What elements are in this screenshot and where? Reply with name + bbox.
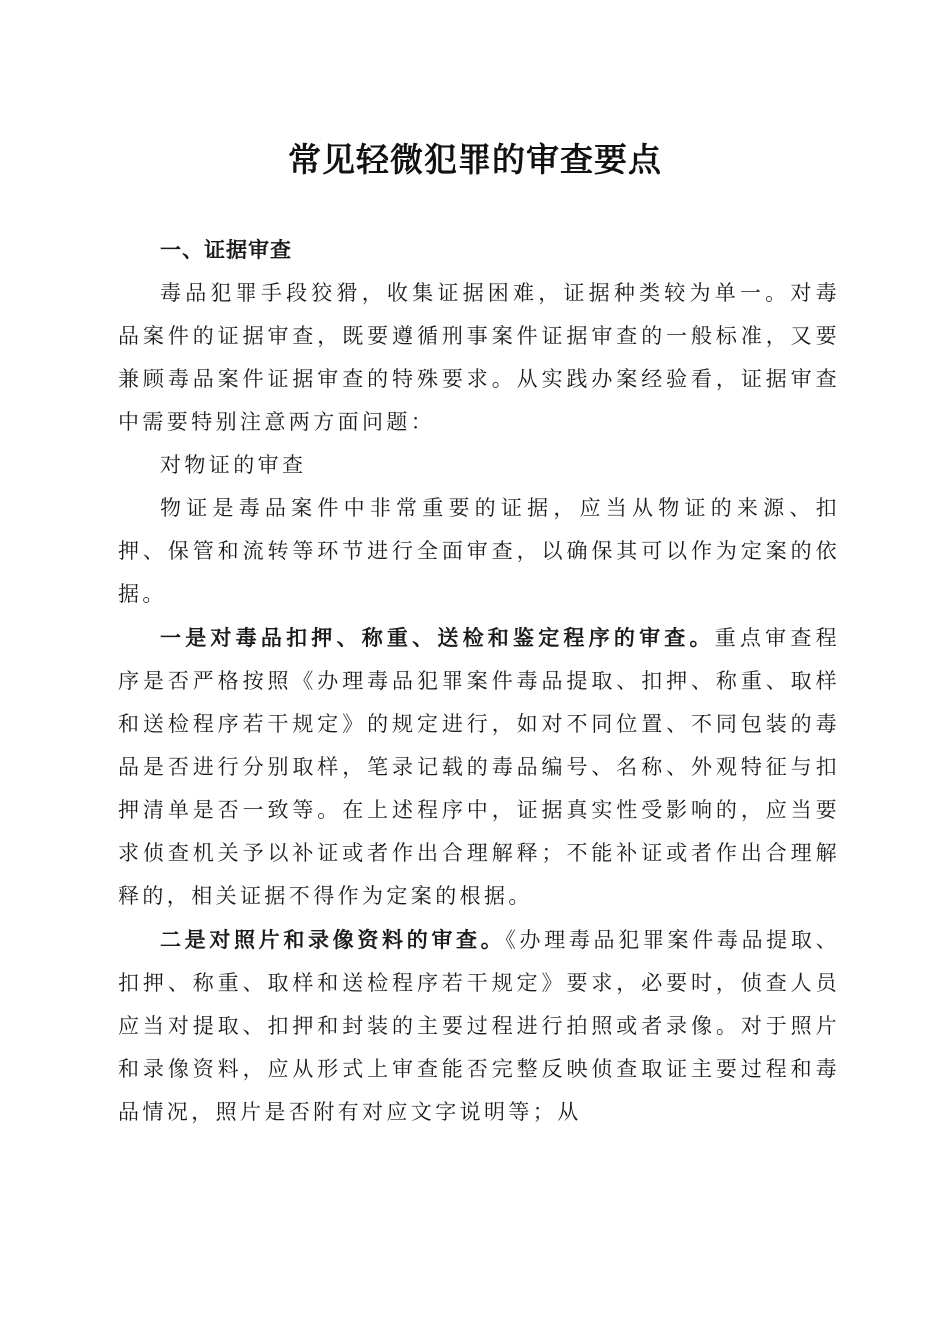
document-title: 常见轻微犯罪的审查要点 <box>288 140 662 179</box>
intro-paragraph: 毒品犯罪手段狡猾，收集证据困难，证据种类较为单一。对毒品案件的证据审查，既要遵循刑事案件证据审查的一般标准，又要兼顾毒品案件证据审查的特殊要求。从实践办案经验看，证据审查中需要特别注意两方面问题： <box>118 281 840 434</box>
point-one-body: 重点审查程序是否严格按照《办理毒品犯罪案件毒品提取、扣押、称重、取样和送检程序若干规定》的规定进行，如对不同位置、不同包装的毒品是否进行分别取样，笔录记载的毒品编号、名称、外观特征与扣押清单是否一致等。在上述程序中，证据真实性受影响的，应当要求侦查机关予以补证或者作出合理解释；不能补证或者作出合理解释的，相关证据不得作为定案的根据。 <box>118 626 840 908</box>
subheading-physical-evidence: 对物证的审查 <box>160 453 307 477</box>
document-body <box>118 229 840 1134</box>
point-two-body: 《办理毒品犯罪案件毒品提取、扣押、称重、取样和送检程序若干规定》要求，必要时，侦查人员应当对提取、扣押和封装的主要过程进行拍照或者录像。对于照片和录像资料，应从形式上审查能否完整反映侦查取证主要过程和毒品情况，照片是否附有对应文字说明等；从 <box>118 928 840 1124</box>
section-heading-evidence-review: 一、证据审查 <box>160 238 292 262</box>
point-one-paragraph <box>118 616 840 918</box>
physical-evidence-paragraph: 物证是毒品案件中非常重要的证据，应当从物证的来源、扣押、保管和流转等环节进行全面审查，以确保其可以作为定案的依据。 <box>118 496 840 606</box>
point-one-lead: 一是对毒品扣押、称重、送检和鉴定程序的审查。 <box>160 625 715 650</box>
point-two-paragraph <box>118 918 840 1134</box>
point-two-lead: 二是对照片和录像资料的审查。 <box>160 927 506 952</box>
